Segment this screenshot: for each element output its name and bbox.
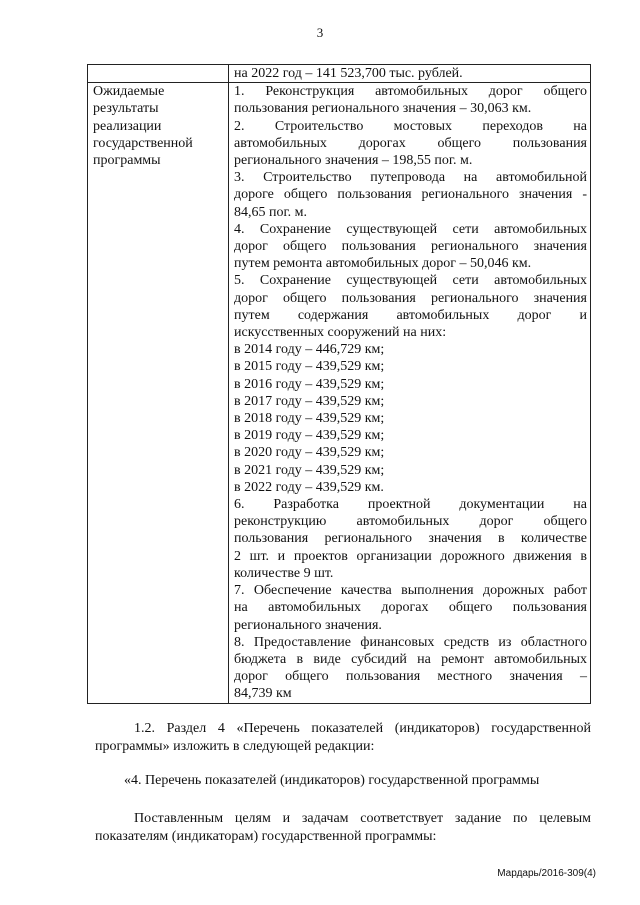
result-item-4-line: дорог общего пользования регионального значения <box>234 239 587 255</box>
paragraph-targets <box>95 810 591 845</box>
year-length-line: в 2022 году – 439,529 км. <box>234 479 384 495</box>
result-item-3-line: дороге общего пользования регионального значения - <box>234 187 587 203</box>
result-item-1-line: пользования регионального значения – 30,063 км. <box>234 101 532 117</box>
program-passport-table <box>87 64 591 704</box>
year-length-line: в 2016 году – 439,529 км; <box>234 376 385 392</box>
results-label-line: реализации <box>93 118 162 134</box>
result-item-6-line: количестве 9 шт. <box>234 565 334 581</box>
result-item-2-line: автомобильных дорогах общего пользования <box>234 135 587 151</box>
paragraph-line: программы» изложить в следующей редакции: <box>95 738 375 754</box>
year-length-line: в 2019 году – 439,529 км; <box>234 428 385 444</box>
year-length-line: в 2014 году – 446,729 км; <box>234 342 385 358</box>
result-item-1-line: 1. Реконструкция автомобильных дорог общего <box>234 84 587 100</box>
results-label-line: результаты <box>93 101 159 117</box>
paragraph-line: Поставленным целям и задачам соответствует задание по целевым <box>134 811 591 826</box>
result-item-5-line: 5. Сохранение существующей сети автомобильных <box>234 273 587 289</box>
results-label-line: государственной <box>93 135 193 151</box>
page-number: 3 <box>316 25 324 40</box>
result-item-8-line: бюджета в виде субсидий на ремонт автомобильных <box>234 651 587 667</box>
empty-label-cell <box>88 65 229 83</box>
year-length-line: в 2020 году – 439,529 км; <box>234 445 385 461</box>
result-item-2-line: 2. Строительство мостовых переходов на <box>234 118 587 134</box>
results-label-line: программы <box>93 153 161 169</box>
result-item-3-line: 3. Строительство путепровода на автомобильной <box>234 170 587 186</box>
section-heading <box>95 772 591 790</box>
result-item-6-line: реконструкцию автомобильных дорог общего <box>234 514 587 530</box>
result-item-8-line: 84,739 км <box>234 686 292 702</box>
result-item-6-line: 2 шт. и проектов организации дорожного движения в <box>234 548 587 564</box>
result-item-7-line: на автомобильных дорогах общего пользования <box>234 600 587 616</box>
result-item-4-line: 4. Сохранение существующей сети автомобильных <box>234 221 587 237</box>
result-item-2-line: регионального значения – 198,55 пог. м. <box>234 153 473 169</box>
result-item-3-line: 84,65 пог. м. <box>234 204 308 220</box>
result-item-5-line: путем содержания автомобильных дорог и <box>234 307 587 323</box>
result-item-8-line: дорог общего пользования местного значения – <box>234 669 587 685</box>
result-item-5-line: искусственных сооружений на них: <box>234 325 447 341</box>
paragraph-line: 1.2. Раздел 4 «Перечень показателей (индикаторов) государственной <box>134 721 591 736</box>
result-item-5-line: дорог общего пользования регионального значения <box>234 290 587 306</box>
result-item-7-line: 7. Обеспечение качества выполнения дорожных работ <box>234 583 587 599</box>
results-label-line: Ожидаемые <box>93 84 165 100</box>
result-item-4-line: путем ремонта автомобильных дорог – 50,046 км. <box>234 256 532 272</box>
document-footer-code: Мардарь/2016-309(4) <box>497 868 596 879</box>
financing-tail-text: на 2022 год – 141 523,700 тыс. рублей. <box>234 66 463 81</box>
result-item-6-line: 6. Разработка проектной документации на <box>234 497 587 513</box>
results-label-cell <box>88 83 229 703</box>
paragraph-line: показателям (индикаторам) государственной программы: <box>95 828 437 844</box>
year-length-line: в 2017 году – 439,529 км; <box>234 393 385 409</box>
year-length-line: в 2021 году – 439,529 км; <box>234 462 385 478</box>
paragraph-section-amendment <box>95 720 591 755</box>
financing-tail-cell <box>229 65 591 83</box>
result-item-8-line: 8. Предоставление финансовых средств из областного <box>234 634 587 650</box>
year-length-line: в 2015 году – 439,529 км; <box>234 359 385 375</box>
year-length-line: в 2018 году – 439,529 км; <box>234 411 385 427</box>
table-row-results <box>88 83 591 703</box>
result-item-6-line: пользования регионального значения в количестве <box>234 531 587 547</box>
results-content-cell <box>229 83 591 703</box>
result-item-7-line: регионального значения. <box>234 617 382 633</box>
section-heading-text: «4. Перечень показателей (индикаторов) государственной программы <box>124 773 540 788</box>
table-row-financing <box>88 65 591 83</box>
